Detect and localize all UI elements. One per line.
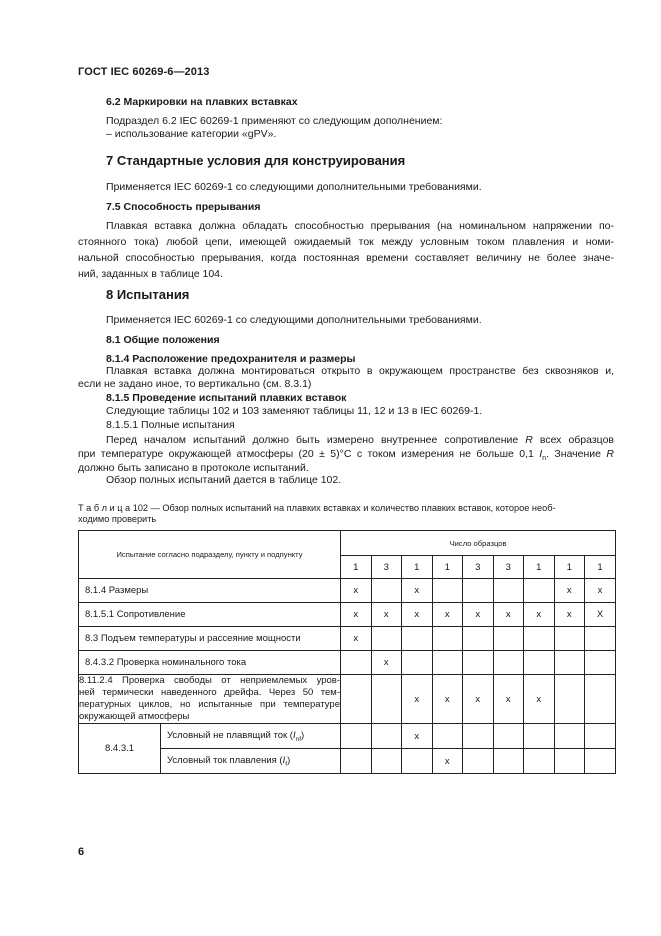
table-row <box>79 579 616 603</box>
row-label: 8.1.5.1 Сопротивление <box>79 603 341 627</box>
mark-cell: x <box>524 675 555 724</box>
mark-cell <box>554 651 585 675</box>
column-header-samples: Число образцов <box>341 531 616 556</box>
mark-cell: x <box>371 603 402 627</box>
mark-cell: x <box>554 579 585 603</box>
mark-cell <box>463 579 494 603</box>
sample-count: 1 <box>524 556 555 579</box>
mark-cell <box>402 651 433 675</box>
mark-cell <box>463 724 494 749</box>
section-7-5-paragraph <box>78 218 614 282</box>
mark-cell <box>585 627 616 651</box>
section-8-1-5-1-paragraph <box>78 433 614 475</box>
mark-cell: x <box>493 603 524 627</box>
section-6-2-heading: 6.2 Маркировки на плавких вставках <box>106 96 298 108</box>
paragraph-line: Перед началом испытаний должно быть измерено внутреннее сопротивление R всех образцов <box>106 434 614 446</box>
mark-cell <box>371 724 402 749</box>
column-header-test: Испытание согласно подразделу, пункту и подпункту <box>79 531 341 579</box>
mark-cell: x <box>585 579 616 603</box>
mark-cell <box>585 675 616 724</box>
mark-cell: x <box>432 749 463 774</box>
paragraph-line: при температуре окружающей атмосферы (20 ± 5)°С с током измерения не больше 0,1 $I_n$. Значение R <box>78 448 614 463</box>
sample-count: 1 <box>341 556 372 579</box>
paragraph-line: Плавкая вставка должна монтироваться открыто в окружающем пространстве без сквозняков и, <box>106 365 614 377</box>
table-row <box>79 603 616 627</box>
section-8-1-5-1-heading: 8.1.5.1 Полные испытания <box>106 419 235 431</box>
sub-row-number: 8.4.3.1 <box>79 724 161 774</box>
mark-cell: x <box>402 603 433 627</box>
caption-line: Т а б л и ц а 102 — Обзор полных испытаний на плавких вставках и количество плавких вставок, которое необ- <box>78 503 556 513</box>
row-label-multiline <box>79 675 341 724</box>
mark-cell: x <box>554 603 585 627</box>
row-label: 8.1.4 Размеры <box>79 579 341 603</box>
row-label: Условный не плавящий ток $(I_{nf})$ <box>161 724 341 749</box>
mark-cell: x <box>371 651 402 675</box>
mark-cell <box>371 579 402 603</box>
mark-cell: x <box>493 675 524 724</box>
mark-cell <box>554 724 585 749</box>
mark-cell: x <box>402 675 433 724</box>
row-label: 8.4.3.2 Проверка номинального тока <box>79 651 341 675</box>
section-8-1-4-paragraph <box>78 365 614 391</box>
section-7-5-heading: 7.5 Способность прерывания <box>106 201 261 213</box>
mark-cell <box>341 651 372 675</box>
mark-cell: x <box>402 579 433 603</box>
mark-cell <box>463 651 494 675</box>
sample-count: 1 <box>432 556 463 579</box>
mark-cell <box>432 579 463 603</box>
sample-count: 3 <box>463 556 494 579</box>
mark-cell <box>554 627 585 651</box>
sample-count: 3 <box>371 556 402 579</box>
mark-cell <box>524 651 555 675</box>
caption-line: ходимо проверить <box>78 514 157 524</box>
paragraph-line: стоянного тока) любой цепи, имеющей ожидаемый ток между условным током плавления и номи- <box>78 236 614 248</box>
mark-cell <box>402 749 433 774</box>
mark-cell <box>432 724 463 749</box>
section-8-heading: 8 Испытания <box>106 287 190 302</box>
section-8-intro: Применяется IEC 60269-1 со следующими дополнительными требованиями. <box>106 314 482 326</box>
mark-cell <box>585 651 616 675</box>
mark-cell: x <box>402 724 433 749</box>
row-label-line: пературных циклов, но испытанные при температуре <box>79 699 340 710</box>
mark-cell: x <box>341 603 372 627</box>
row-label: Условный ток плавления $(I_f)$ <box>161 749 341 774</box>
mark-cell <box>585 724 616 749</box>
mark-cell: x <box>432 675 463 724</box>
mark-cell <box>341 724 372 749</box>
mark-cell: x <box>463 675 494 724</box>
paragraph-line: если не задано иное, то вертикально (см. 8.3.1) <box>78 378 312 390</box>
mark-cell <box>341 749 372 774</box>
mark-cell <box>432 627 463 651</box>
section-6-2-line-1: Подраздел 6.2 IEC 60269-1 применяют со следующим дополнением: <box>106 115 443 127</box>
document-header: ГОСТ IEC 60269-6—2013 <box>78 66 210 78</box>
row-label-line: окружающей атмосферы <box>79 711 190 722</box>
table-row <box>79 675 616 724</box>
sample-count: 1 <box>402 556 433 579</box>
tests-table <box>78 530 616 774</box>
sample-count: 1 <box>554 556 585 579</box>
section-8-1-4-heading: 8.1.4 Расположение предохранителя и размеры <box>106 353 356 365</box>
mark-cell <box>493 627 524 651</box>
table-row <box>79 651 616 675</box>
mark-cell <box>524 627 555 651</box>
paragraph-line: ний, заданных в таблице 104. <box>78 268 223 280</box>
mark-cell <box>524 749 555 774</box>
mark-cell <box>402 627 433 651</box>
section-8-1-5-heading: 8.1.5 Проведение испытаний плавких вставок <box>106 392 347 404</box>
section-7-heading: 7 Стандартные условия для конструирования <box>106 153 406 168</box>
sample-count: 1 <box>585 556 616 579</box>
mark-cell <box>554 749 585 774</box>
section-8-1-heading: 8.1 Общие положения <box>106 334 220 346</box>
mark-cell <box>371 749 402 774</box>
row-label-line: ней термически наведенного дрейфа. Через 50 тем- <box>79 687 340 698</box>
mark-cell: x <box>341 627 372 651</box>
mark-cell <box>493 579 524 603</box>
sample-count: 3 <box>493 556 524 579</box>
paragraph-line: Плавкая вставка должна обладать способностью прерывания (на номинальном напряжении по- <box>106 220 614 232</box>
mark-cell <box>524 724 555 749</box>
mark-cell <box>371 627 402 651</box>
section-8-1-5-line: Следующие таблицы 102 и 103 заменяют таблицы 11, 12 и 13 в IEC 60269-1. <box>106 405 483 417</box>
mark-cell: X <box>585 603 616 627</box>
paragraph-line: должно быть записано в протоколе испытаний. <box>78 462 309 474</box>
section-8-1-5-1-last-line: Обзор полных испытаний дается в таблице 102. <box>106 474 342 486</box>
mark-cell <box>371 675 402 724</box>
mark-cell: x <box>463 603 494 627</box>
mark-cell: x <box>432 603 463 627</box>
mark-cell <box>493 651 524 675</box>
row-label: 8.3 Подъем температуры и рассеяние мощности <box>79 627 341 651</box>
mark-cell <box>341 675 372 724</box>
mark-cell <box>554 675 585 724</box>
table-row <box>79 724 616 749</box>
paragraph-line: нальной способностью прерывания, когда постоянная времени составляет величину не более значе- <box>78 252 614 264</box>
mark-cell <box>524 579 555 603</box>
mark-cell: x <box>341 579 372 603</box>
mark-cell: x <box>524 603 555 627</box>
mark-cell <box>463 749 494 774</box>
mark-cell <box>493 749 524 774</box>
mark-cell <box>585 749 616 774</box>
mark-cell <box>463 627 494 651</box>
mark-cell <box>432 651 463 675</box>
mark-cell <box>493 724 524 749</box>
section-6-2-line-2: – использование категории «gPV». <box>106 128 277 140</box>
table-row <box>79 627 616 651</box>
section-7-intro: Применяется IEC 60269-1 со следующими дополнительными требованиями. <box>106 181 482 193</box>
row-label-line: 8.11.2.4 Проверка свободы от неприемлемых уров- <box>79 675 340 686</box>
table-caption <box>78 503 614 525</box>
page-number: 6 <box>78 846 85 858</box>
